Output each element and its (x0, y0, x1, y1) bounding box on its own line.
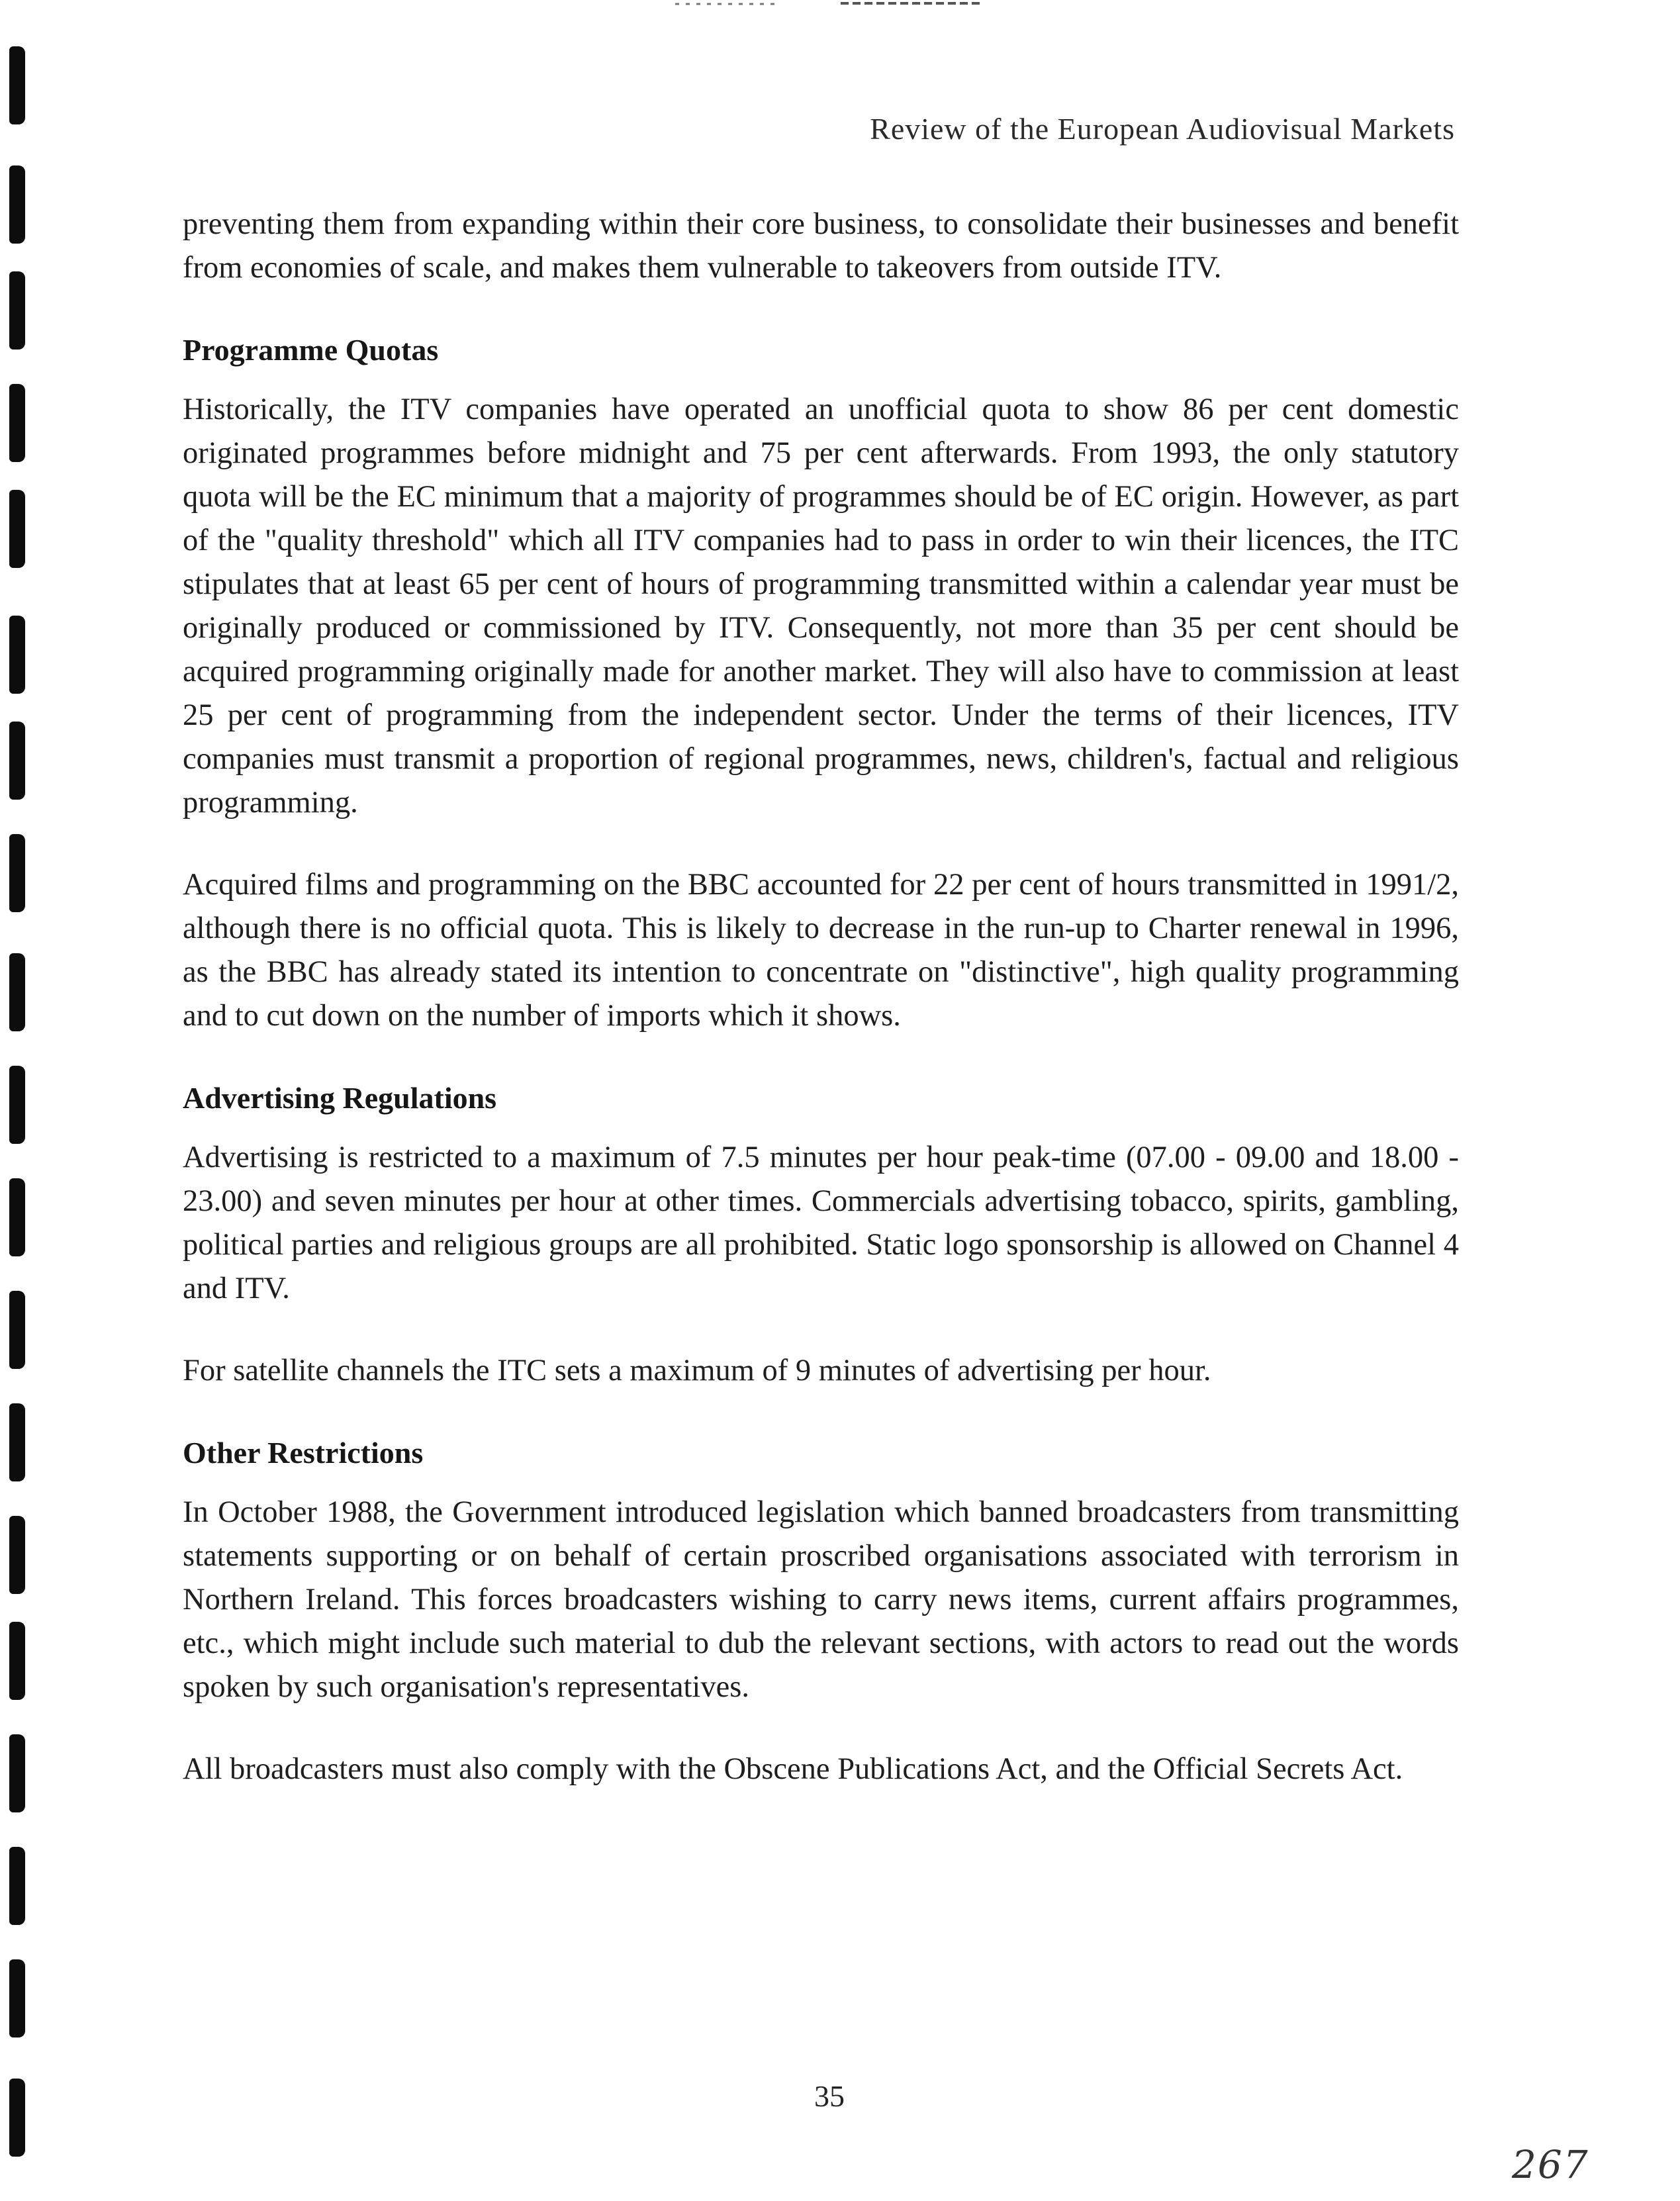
punch-hole (9, 834, 25, 912)
binding-holes (0, 0, 40, 2201)
heading-programme-quotas: Programme Quotas (183, 333, 439, 367)
paragraph-restrictions-acts: All broadcasters must also comply with the Obscene Publications Act, and the Official Secrets Act. (183, 1752, 1403, 1786)
punch-hole (9, 490, 25, 568)
punch-hole (9, 384, 25, 462)
running-header: Review of the European Audiovisual Markets (870, 112, 1455, 146)
paragraph-quotas-itv: Historically, the ITV companies have operated an unofficial quota to show 86 per cent domestic originated programmes before midnight and 75 per cent afterwards. From 1993, the only statutory quota will be the EC minimum that a majority of programmes should be of EC origin. However, as part of the "quality threshold" which all ITV companies had to pass in order to win their licences, the ITC stipulates that at least 65 per cent of hours of programming transmitted within a calendar year must be originally produced or commissioned by ITV. Consequently, not more than 35 per cent should be acquired programming originally made for another market. They will also have to commission at least 25 per cent of programming from the independent sector. Under the terms of their licences, ITV companies must transmit a proportion of regional programmes, news, children's, factual and religious programming. (183, 393, 1459, 820)
heading-advertising-regulations: Advertising Regulations (183, 1081, 497, 1115)
punch-hole (9, 1622, 25, 1700)
punch-hole (9, 1291, 25, 1369)
heading-other-restrictions: Other Restrictions (183, 1436, 424, 1470)
paragraph-advertising: Advertising is restricted to a maximum of 7.5 minutes per hour peak-time (07.00 - 09.00 and 18.00 - 23.00) and seven minutes per hour at other times. Commercials advertising tobacco, spirits, gambling, political parties and religious groups are all prohibited. Static logo sponsorship is allowed on Channel 4 and ITV. (183, 1141, 1459, 1305)
page-number: 35 (814, 2079, 845, 2113)
scan-artifact (669, 0, 986, 9)
handwritten-folio-number: 267 (1512, 2142, 1589, 2187)
punch-hole (9, 1734, 25, 1812)
paragraph-restrictions-terrorism: In October 1988, the Government introduced legislation which banned broadcasters from transmitting statements supporting or on behalf of certain proscribed organisations associated with terrorism in Northern Ireland. This forces broadcasters wishing to carry news items, current affairs programmes, etc., which might include such material to dub the relevant sections, with actors to read out the words spoken by such organisation's representatives. (183, 1495, 1459, 1704)
paragraph-satellite: For satellite channels the ITC sets a maximum of 9 minutes of advertising per hour. (183, 1354, 1211, 1387)
punch-hole (9, 165, 25, 244)
punch-hole (9, 722, 25, 800)
punch-hole (9, 2079, 25, 2157)
punch-hole (9, 1959, 25, 2037)
body-content (183, 203, 1459, 1791)
punch-hole (9, 953, 25, 1031)
punch-hole (9, 1847, 25, 1925)
punch-hole (9, 271, 25, 350)
paragraph-quotas-bbc: Acquired films and programming on the BBC accounted for 22 per cent of hours transmitted in 1991/2, although there is no official quota. This is likely to decrease in the run-up to Charter renewal in 1996, as the BBC has already stated its intention to concentrate on "distinctive", high quality programming and to cut down on the number of imports which it shows. (183, 868, 1459, 1033)
paragraph-intro: preventing them from expanding within their core business, to consolidate their businesses and benefit from economies of scale, and makes them vulnerable to takeovers from outside ITV. (183, 207, 1459, 285)
punch-hole (9, 1403, 25, 1481)
punch-hole (9, 1178, 25, 1256)
punch-hole (9, 1066, 25, 1144)
punch-hole (9, 1516, 25, 1594)
punch-hole (9, 616, 25, 694)
punch-hole (9, 46, 25, 124)
